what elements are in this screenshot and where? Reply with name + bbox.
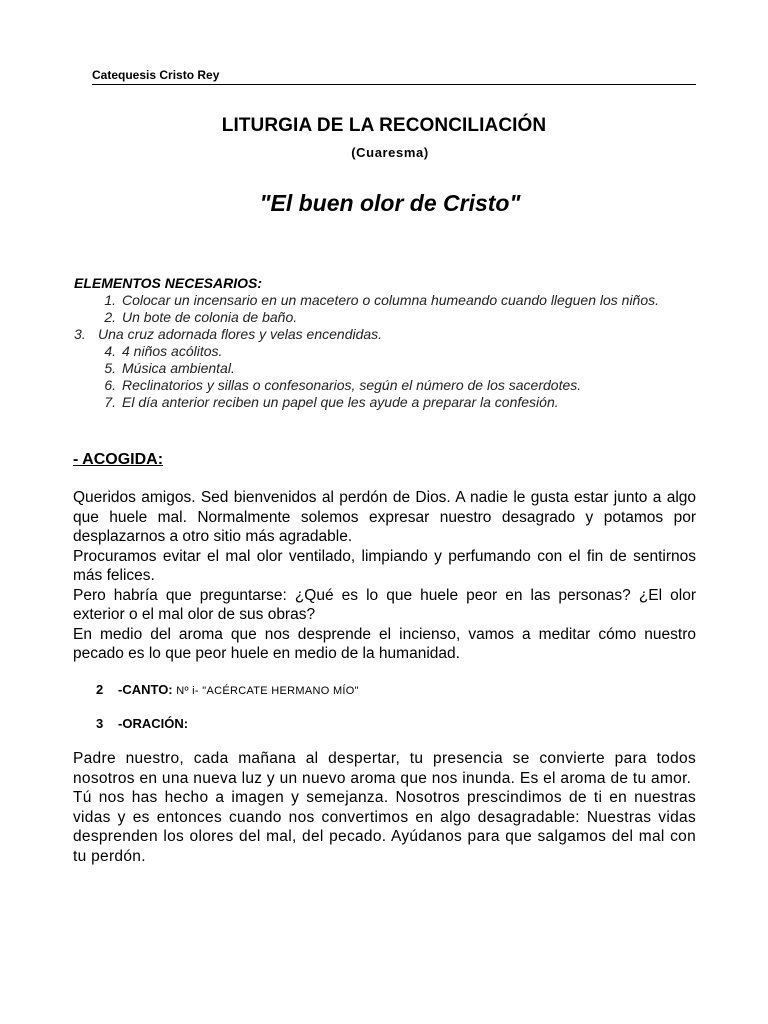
- paragraph: Queridos amigos. Sed bienvenidos al perdón de Dios. A nadie le gusta estar junto a algo que huele mal. Normalmente solemos expresar nuestro desagrado y potamos por desplazarnos a otro sitio más agradable.: [73, 489, 696, 545]
- list-item-number: 2.: [104, 309, 116, 325]
- paragraph: Padre nuestro, cada mañana al despertar, tu presencia se convierte para todos nosotros en una nueva luz y un nuevo aroma que nos inunda. Es el aroma de tu amor.: [73, 750, 696, 787]
- elements-list: [74, 292, 714, 411]
- list-item-number: 4.: [104, 343, 116, 359]
- canto-number: 2: [96, 682, 104, 697]
- list-item: [74, 360, 714, 377]
- elements-heading: ELEMENTOS NECESARIOS:: [74, 275, 262, 291]
- paragraph: En medio del aroma que nos desprende el incienso, vamos a meditar cómo nuestro pecado es lo que peor huele en medio de la humanidad.: [73, 625, 696, 662]
- paragraph: Pero habría que preguntarse: ¿Qué es lo que huele peor en las personas? ¿El olor exterior o el mal olor de sus obras?: [73, 586, 696, 623]
- list-item-text: Colocar un incensario en un macetero o columna humeando cuando lleguen los niños.: [122, 292, 660, 308]
- list-item-number: 6.: [104, 377, 116, 393]
- list-item-text: El día anterior reciben un papel que les ayude a preparar la confesión.: [122, 394, 559, 410]
- acogida-text: [73, 488, 696, 664]
- paragraph: Tú nos has hecho a imagen y semejanza. Nosotros prescindimos de ti en nuestras vidas y es entonces cuando nos convertimos en algo desagradable: Nuestras vidas desprenden los olores del mal, del pecado. Ayúdanos para que salgamos del mal con tu perdón.: [73, 789, 696, 865]
- list-item: [74, 377, 714, 394]
- list-item-number: 5.: [104, 360, 116, 376]
- list-item-text: Una cruz adornada flores y velas encendidas.: [98, 326, 383, 342]
- oracion-text: [73, 749, 696, 866]
- list-item: [74, 343, 714, 360]
- list-item: [74, 309, 714, 326]
- oracion-number: 3: [96, 716, 104, 731]
- list-item-text: 4 niños acólitos.: [122, 343, 223, 359]
- list-item: [74, 394, 714, 411]
- list-item-number: 1.: [104, 292, 116, 308]
- list-item-number: 7.: [104, 394, 116, 410]
- running-header: Catequesis Cristo Rey: [92, 68, 696, 85]
- canto-title: Nº i- "ACÉRCATE HERMANO MÍO": [176, 685, 359, 697]
- canto-line: [96, 682, 359, 697]
- list-item: [74, 292, 714, 309]
- document-subtitle: (Cuaresma): [351, 145, 429, 160]
- document-motto: "El buen olor de Cristo": [259, 190, 521, 216]
- oracion-label: -ORACIÓN:: [118, 716, 189, 731]
- canto-label: -CANTO:: [118, 682, 173, 697]
- paragraph: Procuramos evitar el mal olor ventilado, limpiando y perfumando con el fin de sentirnos más felices.: [73, 547, 696, 584]
- oracion-heading: [96, 716, 188, 731]
- list-item-text: Reclinatorios y sillas o confesonarios, según el número de los sacerdotes.: [122, 377, 582, 393]
- document-title: LITURGIA DE LA RECONCILIACIÓN: [221, 115, 547, 136]
- list-item: [74, 326, 714, 343]
- list-item-text: Un bote de colonia de baño.: [122, 309, 298, 325]
- list-item-number: 3.: [74, 326, 86, 342]
- list-item-text: Música ambiental.: [122, 360, 235, 376]
- acogida-heading: - ACOGIDA:: [73, 451, 164, 468]
